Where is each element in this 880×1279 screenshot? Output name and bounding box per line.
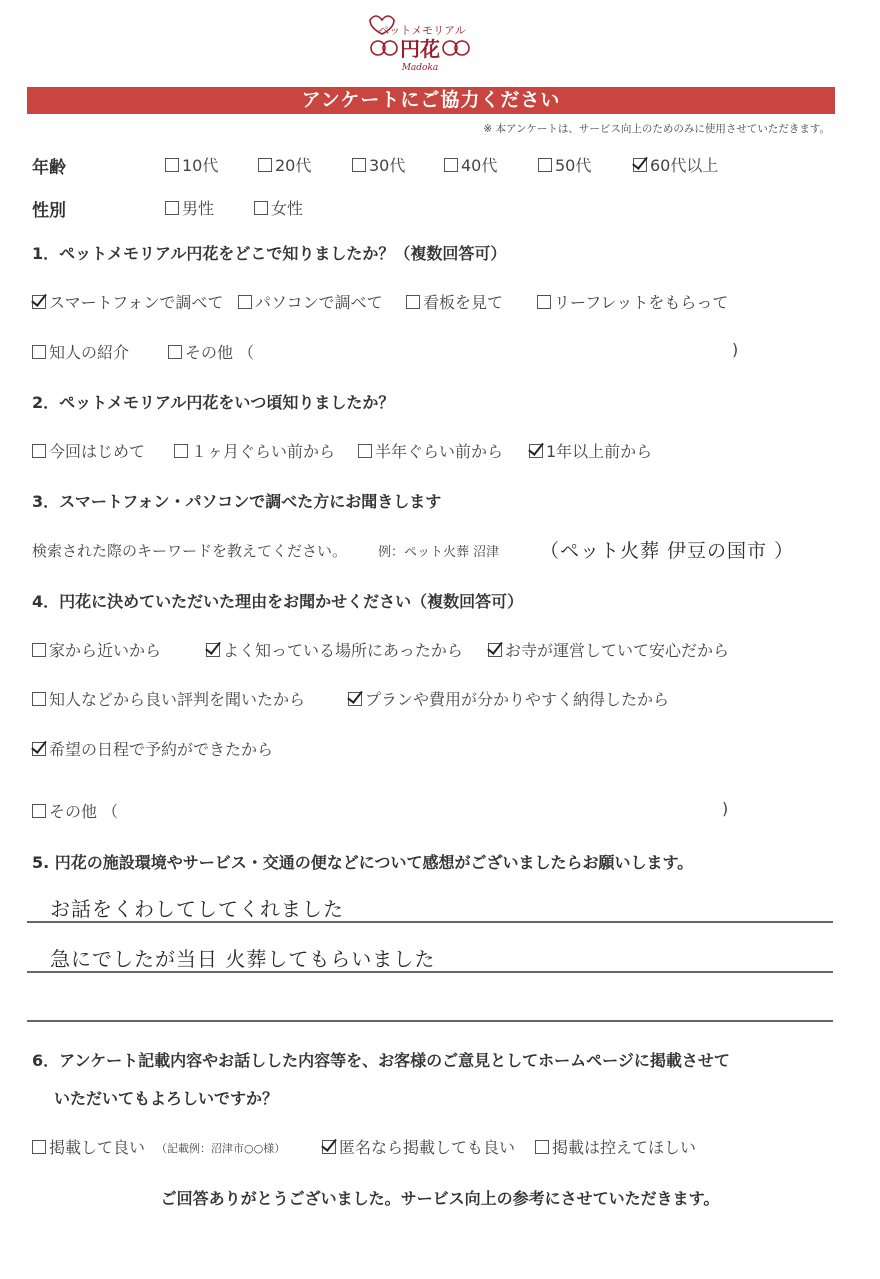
q2-option[interactable]: 1年以上前から	[529, 439, 652, 462]
q4-option[interactable]: よく知っている場所にあったから	[206, 638, 463, 661]
q1-option[interactable]: パソコンで調べて	[238, 290, 383, 313]
checkbox-icon[interactable]	[537, 295, 551, 309]
checkbox-checked-icon[interactable]	[488, 643, 502, 657]
question-4-title: 4．円花に決めていただいた理由をお聞かせください（複数回答可）	[32, 592, 524, 611]
checkbox-icon[interactable]	[238, 295, 252, 309]
q6-option[interactable]: 匿名なら掲載しても良い	[322, 1135, 515, 1158]
checkbox-checked-icon[interactable]	[322, 1140, 336, 1154]
q3-example: 例：ペット火葬 沼津	[378, 545, 500, 560]
question-5-title: 5. 円花の施設環境やサービス・交通の便などについて感想がございましたらお願いします。	[32, 853, 694, 872]
q1-option[interactable]: 知人の紹介	[32, 340, 129, 363]
age-option[interactable]: 20代	[258, 153, 311, 176]
checkbox-icon[interactable]	[258, 158, 272, 172]
q4-option-other[interactable]: その他 （	[32, 799, 118, 822]
q2-option[interactable]: 今回はじめて	[32, 439, 145, 462]
q2-option[interactable]: １ヶ月ぐらい前から	[174, 439, 335, 462]
age-label: 年齢	[32, 158, 66, 178]
q3-prompt: 検索された際のキーワードを教えてください。	[32, 542, 348, 560]
question-2-title: 2．ペットメモリアル円花をいつ頃知りましたか？	[32, 393, 395, 412]
q6-option[interactable]: 掲載は控えてほしい	[535, 1135, 696, 1158]
checkbox-icon[interactable]	[174, 444, 188, 458]
checkbox-checked-icon[interactable]	[633, 158, 647, 172]
age-option[interactable]: 40代	[444, 153, 497, 176]
age-option[interactable]: 30代	[352, 153, 405, 176]
checkbox-icon[interactable]	[32, 692, 46, 706]
checkbox-icon[interactable]	[352, 158, 366, 172]
checkbox-checked-icon[interactable]	[348, 692, 362, 706]
q1-close-paren: )	[732, 340, 739, 359]
q4-close-paren: )	[722, 799, 729, 818]
q1-option-other[interactable]: その他 （	[168, 340, 254, 363]
checkbox-checked-icon[interactable]	[32, 742, 46, 756]
logo-brand: ペットメモリアル	[378, 24, 466, 37]
q4-option[interactable]: 家から近いから	[32, 638, 161, 661]
survey-title: アンケートにご協力ください	[27, 87, 835, 114]
answer-rule	[27, 1020, 833, 1022]
q2-option[interactable]: 半年ぐらい前から	[358, 439, 503, 462]
checkbox-icon[interactable]	[32, 444, 46, 458]
checkbox-icon[interactable]	[254, 201, 268, 215]
q6-example: （記載例：沼津市○○様）	[156, 1142, 286, 1155]
answer-rule	[27, 921, 833, 923]
checkbox-icon[interactable]	[32, 1140, 46, 1154]
checkbox-icon[interactable]	[358, 444, 372, 458]
question-6-title: 6．アンケート記載内容やお話しした内容等を、お客様のご意見としてホームページに掲載させて	[32, 1051, 730, 1070]
checkbox-icon[interactable]	[538, 158, 552, 172]
question-1-title: 1．ペットメモリアル円花をどこで知りましたか？（複数回答可）	[32, 244, 507, 263]
checkbox-icon[interactable]	[406, 295, 420, 309]
answer-rule	[27, 971, 833, 973]
checkbox-checked-icon[interactable]	[32, 295, 46, 309]
checkbox-checked-icon[interactable]	[529, 444, 543, 458]
age-option[interactable]: 50代	[538, 153, 591, 176]
q1-option[interactable]: スマートフォンで調べて	[32, 290, 223, 313]
checkbox-icon[interactable]	[535, 1140, 549, 1154]
q5-answer-line-2: 急にでしたが当日 火葬してもらいました	[50, 947, 436, 971]
checkbox-icon[interactable]	[32, 643, 46, 657]
age-option[interactable]: 60代以上	[633, 153, 718, 176]
q4-option[interactable]: プランや費用が分かりやすく納得したから	[348, 687, 669, 710]
checkbox-icon[interactable]	[168, 345, 182, 359]
checkbox-icon[interactable]	[32, 345, 46, 359]
checkbox-icon[interactable]	[165, 201, 179, 215]
q3-handwritten-answer: （ペット火葬 伊豆の国市 ）	[540, 540, 795, 562]
q6-option[interactable]: 掲載して良い	[32, 1135, 145, 1158]
q4-option[interactable]: 知人などから良い評判を聞いたから	[32, 687, 305, 710]
gender-label: 性別	[32, 201, 66, 221]
q5-answer-line-1: お話をくわしてしてくれました	[50, 897, 344, 921]
brand-logo	[360, 8, 480, 74]
q4-option[interactable]: 希望の日程で予約ができたから	[32, 737, 273, 760]
checkbox-icon[interactable]	[165, 158, 179, 172]
gender-option[interactable]: 男性	[165, 196, 214, 219]
question-3-title: 3．スマートフォン・パソコンで調べた方にお聞きします	[32, 492, 442, 511]
q1-option[interactable]: リーフレットをもらって	[537, 290, 728, 313]
usage-note: ※ 本アンケートは、サービス向上のためのみに使用させていただきます。	[483, 123, 830, 135]
q4-option[interactable]: お寺が運営していて安心だから	[488, 638, 729, 661]
question-6-title-cont: いただいてもよろしいですか？	[54, 1089, 279, 1108]
age-option[interactable]: 10代	[165, 153, 218, 176]
checkbox-icon[interactable]	[32, 804, 46, 818]
logo-romaji: Madoka	[401, 63, 439, 73]
gender-option[interactable]: 女性	[254, 196, 303, 219]
checkbox-checked-icon[interactable]	[206, 643, 220, 657]
q1-option[interactable]: 看板を見て	[406, 290, 503, 313]
logo-name: 円花	[400, 37, 440, 61]
thank-you-message: ご回答ありがとうございました。サービス向上の参考にさせていただきます。	[160, 1189, 720, 1208]
checkbox-icon[interactable]	[444, 158, 458, 172]
